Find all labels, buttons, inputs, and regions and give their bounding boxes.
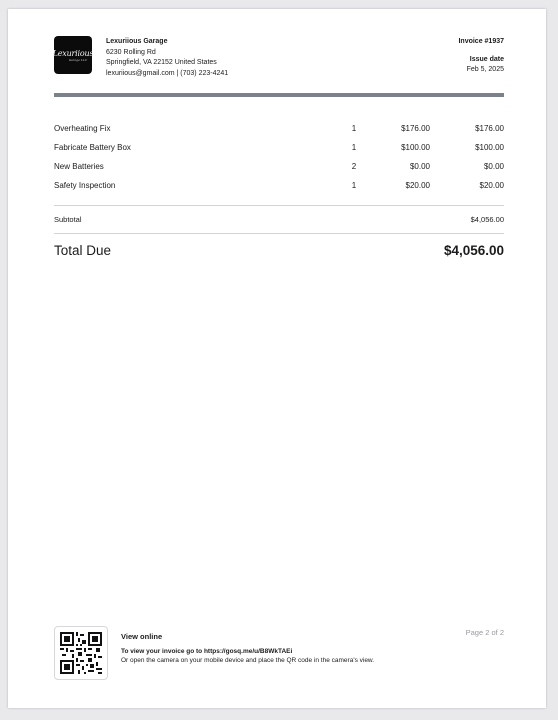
business-name: Lexuriious Garage (106, 38, 168, 45)
qr-code-icon[interactable] (54, 626, 108, 680)
item-amount: $0.00 (483, 162, 504, 171)
address-line1: 6230 Rolling Rd (106, 48, 156, 56)
invoice-meta (458, 37, 504, 75)
table-row (54, 124, 504, 143)
table-row (54, 181, 504, 200)
table-row (54, 162, 504, 181)
item-description: Overheating Fix (54, 124, 111, 133)
view-online-heading: View online (121, 632, 163, 641)
item-quantity: 2 (351, 162, 357, 171)
logo-wordmark: Lexuriious (52, 48, 94, 58)
subtotal-label: Subtotal (54, 215, 82, 224)
item-description: Fabricate Battery Box (54, 143, 131, 152)
total-due-row (54, 243, 504, 258)
qr-instructions: Or open the camera on your mobile device and place the QR code in the camera's view. (121, 657, 375, 664)
view-online-section (121, 632, 401, 665)
items-divider (54, 205, 504, 206)
item-amount: $20.00 (479, 181, 504, 190)
item-rate: $0.00 (409, 162, 430, 171)
subtotal-divider (54, 233, 504, 234)
invoice-number: Invoice #1937 (458, 38, 504, 45)
invoice-link[interactable]: To view your invoice go to https://gosq.me/u/B8WkTAEi (121, 648, 293, 655)
item-quantity: 1 (351, 181, 357, 190)
garage-logo-icon (54, 36, 92, 74)
item-description: New Batteries (54, 162, 104, 171)
subtotal-row (54, 215, 504, 224)
item-rate: $100.00 (401, 143, 430, 152)
business-info (106, 37, 228, 79)
line-items-table (54, 124, 504, 200)
header-divider (54, 93, 504, 97)
item-quantity: 1 (351, 143, 357, 152)
item-description: Safety Inspection (54, 181, 116, 190)
invoice-page (8, 9, 546, 708)
item-rate: $176.00 (401, 124, 430, 133)
business-contact: lexuriious@gmail.com | (703) 223-4241 (106, 69, 229, 77)
page-number: Page 2 of 2 (465, 628, 504, 637)
address-line2: Springfield, VA 22152 United States (106, 59, 217, 66)
item-amount: $176.00 (475, 124, 504, 133)
total-due-label: Total Due (54, 243, 112, 258)
item-amount: $100.00 (475, 143, 504, 152)
item-rate: $20.00 (405, 181, 430, 190)
issue-date: Feb 5, 2025 (466, 66, 504, 73)
total-due-value: $4,056.00 (443, 243, 504, 258)
subtotal-value: $4,056.00 (470, 215, 504, 224)
table-row (54, 143, 504, 162)
item-quantity: 1 (351, 124, 357, 133)
logo-subtext: Garage LLC (68, 57, 88, 62)
issue-date-label: Issue date (469, 56, 504, 63)
